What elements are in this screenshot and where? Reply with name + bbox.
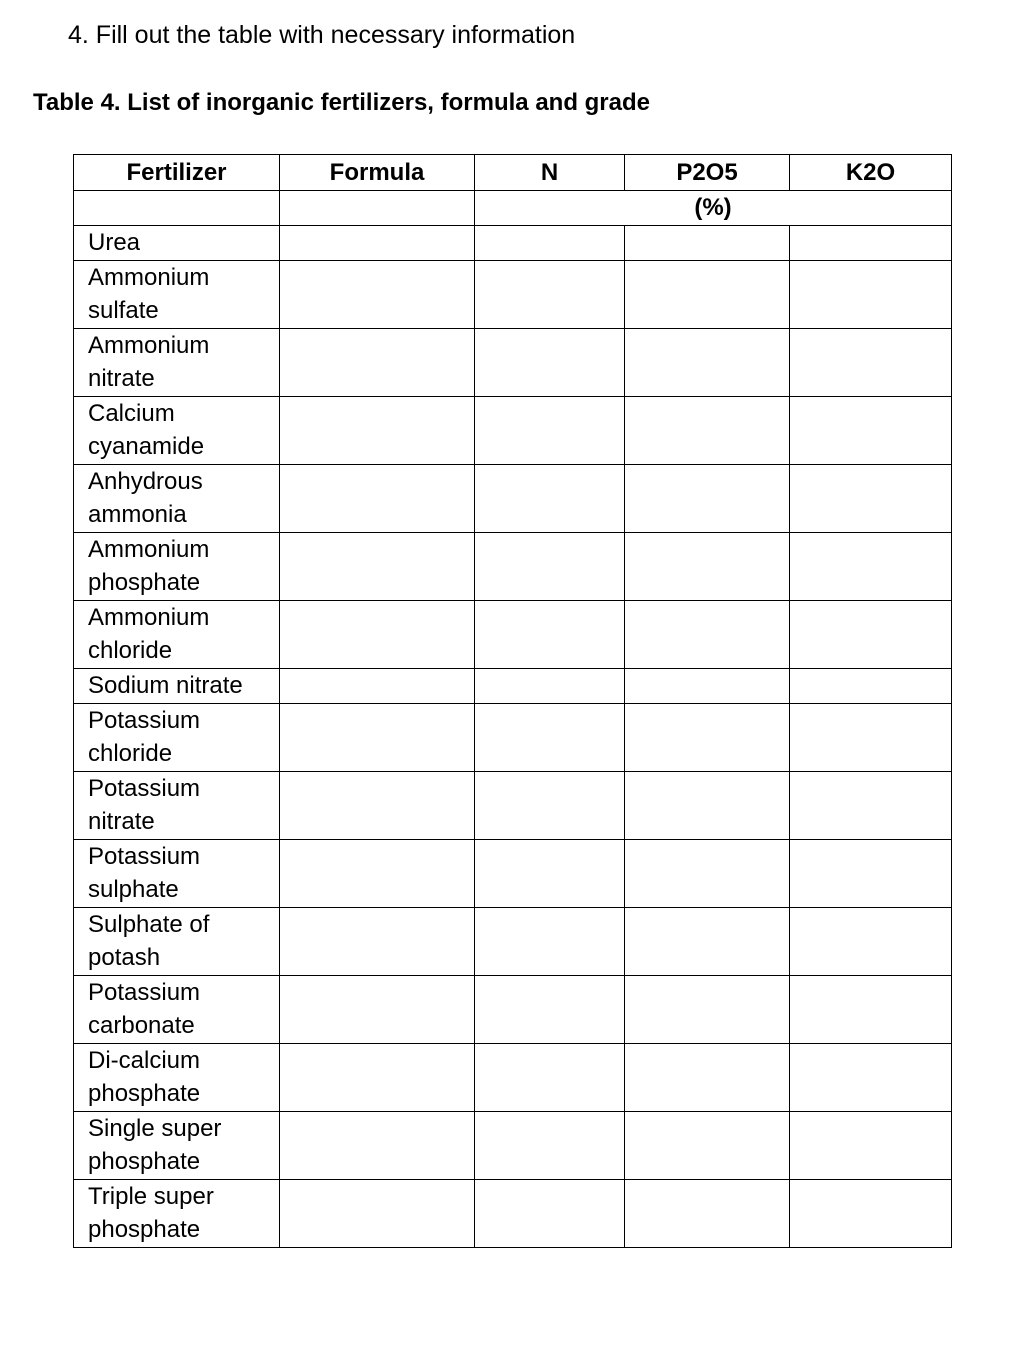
n-cell[interactable] bbox=[475, 1180, 625, 1248]
p2o5-cell[interactable] bbox=[625, 840, 790, 908]
k2o-cell[interactable] bbox=[790, 329, 952, 397]
k2o-cell[interactable] bbox=[790, 669, 952, 704]
fertilizer-name-line: ammonia bbox=[88, 501, 187, 528]
n-cell[interactable] bbox=[475, 261, 625, 329]
fertilizer-name-line: Potassium bbox=[88, 707, 201, 734]
p2o5-cell[interactable] bbox=[625, 465, 790, 533]
fertilizer-name-line: Sulphate of bbox=[88, 911, 210, 938]
k2o-cell[interactable] bbox=[790, 976, 952, 1044]
formula-cell[interactable] bbox=[280, 226, 475, 261]
fertilizer-name-line: phosphate bbox=[88, 569, 201, 596]
table-row bbox=[74, 329, 952, 397]
p2o5-cell[interactable] bbox=[625, 908, 790, 976]
formula-cell[interactable] bbox=[280, 329, 475, 397]
p2o5-cell[interactable] bbox=[625, 226, 790, 261]
p2o5-cell[interactable] bbox=[625, 329, 790, 397]
fertilizer-name-line: sulphate bbox=[88, 876, 179, 903]
header-p2o5: P2O5 bbox=[625, 155, 790, 191]
table-row bbox=[74, 1044, 952, 1112]
fertilizer-name-line: Ammonium bbox=[88, 332, 210, 359]
formula-cell[interactable] bbox=[280, 261, 475, 329]
table-caption: Table 4. List of inorganic fertilizers, formula and grade bbox=[33, 89, 651, 116]
n-cell[interactable] bbox=[475, 533, 625, 601]
header-n: N bbox=[475, 155, 625, 191]
p2o5-cell[interactable] bbox=[625, 976, 790, 1044]
fertilizer-name-line: Potassium bbox=[88, 843, 201, 870]
p2o5-cell[interactable] bbox=[625, 704, 790, 772]
p2o5-cell[interactable] bbox=[625, 1044, 790, 1112]
fertilizer-name-line: nitrate bbox=[88, 808, 155, 835]
table-row bbox=[74, 261, 952, 329]
table-row bbox=[74, 669, 952, 704]
unit-row-fertilizer-cell[interactable] bbox=[74, 191, 280, 226]
fertilizer-name-line: Ammonium bbox=[88, 604, 210, 631]
formula-cell[interactable] bbox=[280, 397, 475, 465]
formula-cell[interactable] bbox=[280, 1112, 475, 1180]
k2o-cell[interactable] bbox=[790, 1112, 952, 1180]
fertilizer-name-cell bbox=[74, 261, 280, 329]
fertilizer-name-line: Urea bbox=[88, 229, 141, 256]
fertilizer-name-line: Sodium nitrate bbox=[88, 672, 243, 699]
table-row bbox=[74, 704, 952, 772]
fertilizer-name-line: Di-calcium bbox=[88, 1047, 201, 1074]
fertilizer-name-cell bbox=[74, 908, 280, 976]
fertilizer-name-line: sulfate bbox=[88, 297, 159, 324]
fertilizer-name-cell bbox=[74, 1044, 280, 1112]
fertilizer-name-cell bbox=[74, 1112, 280, 1180]
fertilizer-name-cell bbox=[74, 669, 280, 704]
n-cell[interactable] bbox=[475, 669, 625, 704]
fertilizer-name-cell bbox=[74, 1180, 280, 1248]
header-fertilizer: Fertilizer bbox=[74, 155, 280, 191]
table-row bbox=[74, 1112, 952, 1180]
n-cell[interactable] bbox=[475, 226, 625, 261]
fertilizer-name-line: Ammonium bbox=[88, 536, 210, 563]
k2o-cell[interactable] bbox=[790, 397, 952, 465]
fertilizer-name-line: cyanamide bbox=[88, 433, 205, 460]
fertilizer-name-line: phosphate bbox=[88, 1148, 201, 1175]
fertilizer-table bbox=[73, 154, 952, 1248]
n-cell[interactable] bbox=[475, 976, 625, 1044]
fertilizer-name-line: nitrate bbox=[88, 365, 155, 392]
k2o-cell[interactable] bbox=[790, 908, 952, 976]
fertilizer-name-cell bbox=[74, 601, 280, 669]
fertilizer-name-line: Ammonium bbox=[88, 264, 210, 291]
table-row bbox=[74, 772, 952, 840]
fertilizer-name-line: Anhydrous bbox=[88, 468, 203, 495]
n-cell[interactable] bbox=[475, 772, 625, 840]
fertilizer-name-cell bbox=[74, 397, 280, 465]
k2o-cell[interactable] bbox=[790, 465, 952, 533]
n-cell[interactable] bbox=[475, 329, 625, 397]
formula-cell[interactable] bbox=[280, 840, 475, 908]
k2o-cell[interactable] bbox=[790, 1180, 952, 1248]
fertilizer-name-line: phosphate bbox=[88, 1216, 201, 1243]
n-cell[interactable] bbox=[475, 1112, 625, 1180]
p2o5-cell[interactable] bbox=[625, 397, 790, 465]
fertilizer-name-line: carbonate bbox=[88, 1012, 195, 1039]
n-cell[interactable] bbox=[475, 704, 625, 772]
formula-cell[interactable] bbox=[280, 465, 475, 533]
p2o5-cell[interactable] bbox=[625, 533, 790, 601]
k2o-cell[interactable] bbox=[790, 601, 952, 669]
table-row bbox=[74, 397, 952, 465]
table-row bbox=[74, 226, 952, 261]
table-row bbox=[74, 908, 952, 976]
fertilizer-name-line: Potassium bbox=[88, 775, 201, 802]
fertilizer-name-line: Calcium bbox=[88, 400, 175, 427]
n-cell[interactable] bbox=[475, 397, 625, 465]
p2o5-cell[interactable] bbox=[625, 669, 790, 704]
n-cell[interactable] bbox=[475, 908, 625, 976]
p2o5-cell[interactable] bbox=[625, 772, 790, 840]
k2o-cell[interactable] bbox=[790, 533, 952, 601]
k2o-cell[interactable] bbox=[790, 840, 952, 908]
formula-cell[interactable] bbox=[280, 1180, 475, 1248]
fertilizer-name-line: chloride bbox=[88, 740, 173, 767]
table-row bbox=[74, 533, 952, 601]
p2o5-cell[interactable] bbox=[625, 261, 790, 329]
fertilizer-name-cell bbox=[74, 976, 280, 1044]
formula-cell[interactable] bbox=[280, 533, 475, 601]
fertilizer-name-cell bbox=[74, 704, 280, 772]
n-cell[interactable] bbox=[475, 465, 625, 533]
k2o-cell[interactable] bbox=[790, 261, 952, 329]
k2o-cell[interactable] bbox=[790, 772, 952, 840]
unit-row-formula-cell[interactable] bbox=[280, 191, 475, 226]
p2o5-cell[interactable] bbox=[625, 1112, 790, 1180]
n-cell[interactable] bbox=[475, 601, 625, 669]
fertilizer-name-cell bbox=[74, 840, 280, 908]
fertilizer-name-cell bbox=[74, 465, 280, 533]
fertilizer-name-cell bbox=[74, 533, 280, 601]
header-formula: Formula bbox=[280, 155, 475, 191]
k2o-cell[interactable] bbox=[790, 704, 952, 772]
table-row bbox=[74, 976, 952, 1044]
table-row bbox=[74, 1180, 952, 1248]
formula-cell[interactable] bbox=[280, 601, 475, 669]
table-row bbox=[74, 465, 952, 533]
header-k2o: K2O bbox=[790, 155, 952, 191]
fertilizer-name-cell bbox=[74, 226, 280, 261]
formula-cell[interactable] bbox=[280, 976, 475, 1044]
formula-cell[interactable] bbox=[280, 704, 475, 772]
p2o5-cell[interactable] bbox=[625, 601, 790, 669]
n-cell[interactable] bbox=[475, 840, 625, 908]
unit-row bbox=[74, 191, 952, 226]
percent-unit-label: (%) bbox=[475, 191, 952, 226]
instruction-text: 4. Fill out the table with necessary information bbox=[68, 21, 576, 49]
fertilizer-name-line: potash bbox=[88, 944, 161, 971]
fertilizer-name-cell bbox=[74, 329, 280, 397]
fertilizer-name-cell bbox=[74, 772, 280, 840]
fertilizer-name-line: Potassium bbox=[88, 979, 201, 1006]
n-cell[interactable] bbox=[475, 1044, 625, 1112]
table-row bbox=[74, 840, 952, 908]
fertilizer-name-line: Triple super bbox=[88, 1183, 214, 1210]
p2o5-cell[interactable] bbox=[625, 1180, 790, 1248]
table-row bbox=[74, 601, 952, 669]
formula-cell[interactable] bbox=[280, 1044, 475, 1112]
formula-cell[interactable] bbox=[280, 669, 475, 704]
header-row bbox=[74, 155, 952, 191]
formula-cell[interactable] bbox=[280, 772, 475, 840]
formula-cell[interactable] bbox=[280, 908, 475, 976]
fertilizer-name-line: chloride bbox=[88, 637, 173, 664]
fertilizer-name-line: phosphate bbox=[88, 1080, 201, 1107]
k2o-cell[interactable] bbox=[790, 1044, 952, 1112]
fertilizer-name-line: Single super bbox=[88, 1115, 222, 1142]
k2o-cell[interactable] bbox=[790, 226, 952, 261]
